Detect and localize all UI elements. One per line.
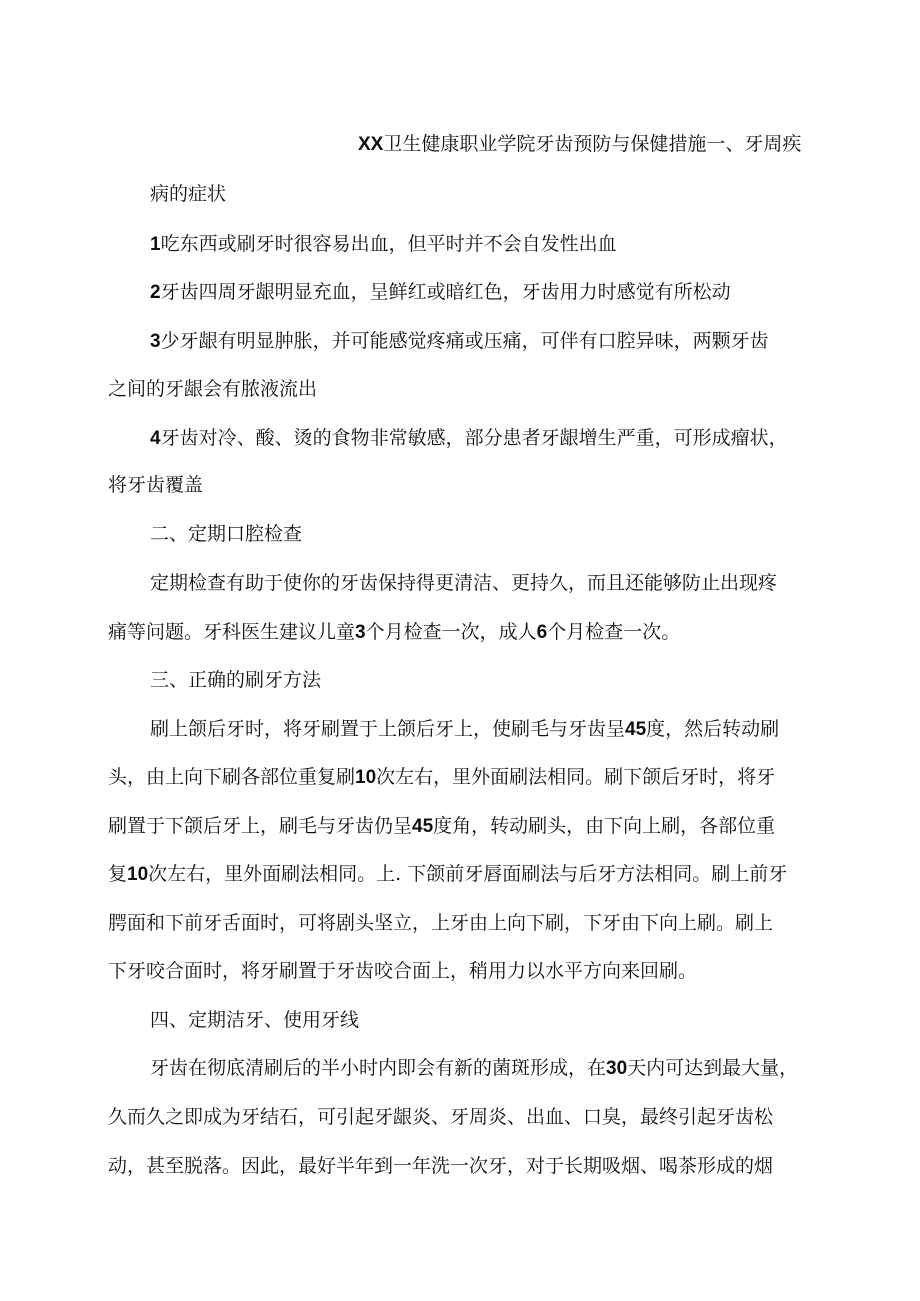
symptom-text: 吃东西或刷牙时很容易出血，但平时并不会自发性出血 [160,233,617,255]
text-run: 个月检查一次。 [547,621,681,643]
symptom-item-3 [150,328,769,354]
symptom-number: 1 [150,234,161,255]
section-3-para-line-5: 腭面和下前牙舌面时，可将剧头坚立，上牙由上向下刷，下牙由下向上刷。刷上 [108,912,774,934]
text-run: 刷上颌后牙时，将牙刷置于上颌后牙上，使刷毛与牙齿呈 [150,718,626,740]
text-run: 度，然后转动刷 [646,718,780,740]
section-2-heading: 二、定期口腔检查 [150,523,303,545]
section-3-para-line-2 [108,764,775,790]
number-run: 10 [127,864,149,885]
text-run: 痛等问题。牙科医生建议儿童 [108,621,356,643]
section-4-para-line-2: 久而久之即成为牙结石，可引起牙龈炎、牙周炎、出血、口臭，最终引起牙齿松 [108,1106,774,1128]
section-2-para-line-1: 定期检查有助于使你的牙齿保持得更清洁、更持久，而且还能够防止出现疼 [150,572,778,594]
text-run: 刷置于下颌后牙上，刷毛与牙齿仍呈 [108,815,413,837]
title-text: 卫生健康职业学院牙齿预防与保健措施一、牙周疾 [383,133,802,155]
text-run: 头，由上向下刷各部位重复刷 [108,766,356,788]
symptom-item-3-cont: 之间的牙龈会有脓液流出 [108,378,318,400]
section-3-para-line-3 [108,813,775,839]
section-2-para-line-2 [108,619,680,645]
number-run: 30 [606,1058,628,1079]
text-run: 次左右，里外面刷法相同。刷下颌后牙时，将牙 [376,766,776,788]
symptom-item-4 [150,425,788,451]
symptom-item-4-cont: 将牙齿覆盖 [108,474,204,496]
document-title [358,131,801,157]
title-continuation: 病的症状 [150,183,227,205]
number-run: 45 [412,816,434,837]
section-4-para-line-3: 动，甚至脱落。因此，最好半年到一年洗一次牙，对于长期吸烟、喝茶形成的烟 [108,1155,774,1177]
text-run: 复 [108,863,128,885]
section-4-heading: 四、定期洁牙、使用牙线 [150,1009,360,1031]
section-3-heading: 三、正确的刷牙方法 [150,669,322,691]
section-3-para-line-6: 下牙咬合面时，将牙刷置于牙齿咬合面上，稍用力以水平方向来回刷。 [108,960,698,982]
text-run: 天内可达到最大量， [627,1057,799,1079]
text-run: 个月检查一次，成人 [365,621,537,643]
symptom-text: 牙齿对冷、酸、烫的食物非常敏感，部分患者牙龈增生严重，可形成瘤状， [160,427,788,449]
symptom-item-2 [150,279,731,305]
symptom-number: 4 [150,428,161,449]
symptom-number: 2 [150,282,161,303]
text-run: 度角，转动刷头，由下向上刷，各部位重 [433,815,776,837]
number-run: 45 [625,719,647,740]
symptom-item-1 [150,231,617,257]
section-3-para-line-4 [108,861,787,887]
symptom-text: 少牙龈有明显肿胀，并可能感觉疼痛或压痛，可伴有口腔异味，两颗牙齿 [160,330,769,352]
section-3-para-line-1 [150,716,779,742]
number-run: 10 [355,767,377,788]
title-prefix: XX [358,134,384,155]
text-run: 牙齿在彻底清刷后的半小时内即会有新的菌斑形成，在 [150,1057,607,1079]
text-run: 次左右，里外面刷法相同。上. 下颌前牙唇面刷法与后牙方法相同。刷上前牙 [148,863,788,885]
symptom-text: 牙齿四周牙龈明显充血，呈鲜红或暗红色，牙齿用力时感觉有所松动 [160,281,731,303]
symptom-number: 3 [150,331,161,352]
section-4-para-line-1 [150,1055,798,1081]
number-run: 3 [355,622,366,643]
number-run: 6 [536,622,548,643]
